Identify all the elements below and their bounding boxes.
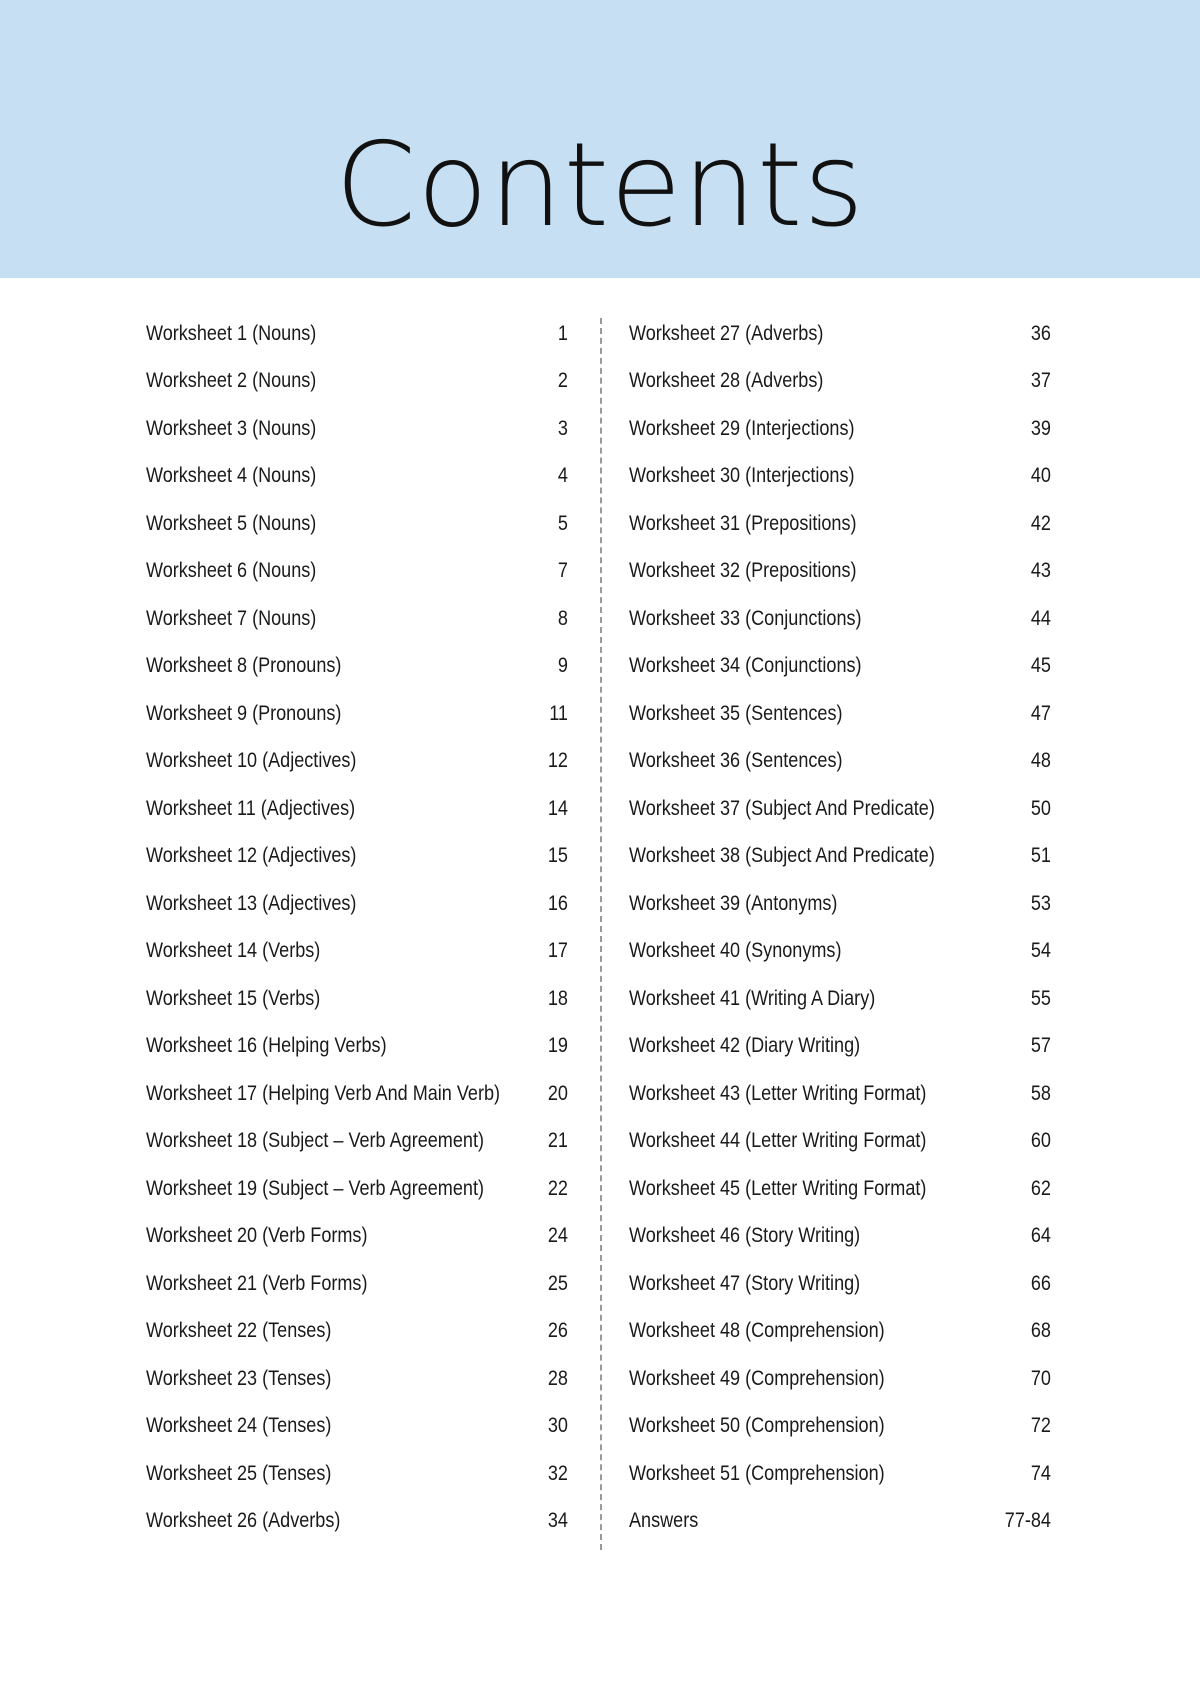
contents-entry[interactable]	[146, 405, 568, 453]
entry-page-number: 57	[1030, 1034, 1051, 1058]
entry-label: Worksheet 25 (Tenses)	[146, 1461, 332, 1485]
contents-entry[interactable]	[146, 358, 568, 406]
entry-page-number: 9	[557, 654, 568, 678]
entry-page-number: 25	[547, 1271, 568, 1295]
entry-page-number: 12	[547, 749, 568, 773]
entry-label: Answers	[629, 1509, 699, 1533]
entry-page-number: 70	[1030, 1366, 1051, 1390]
contents-entry[interactable]	[629, 880, 1051, 928]
entry-label: Worksheet 3 (Nouns)	[146, 416, 317, 440]
entry-page-number: 7	[557, 559, 568, 583]
entry-label: Worksheet 45 (Letter Writing Format)	[629, 1176, 927, 1200]
contents-entry[interactable]	[146, 785, 568, 833]
contents-entry[interactable]	[629, 928, 1051, 976]
entry-label: Worksheet 48 (Comprehension)	[629, 1319, 885, 1343]
entry-page-number: 47	[1030, 701, 1051, 725]
entry-label: Worksheet 28 (Adverbs)	[629, 369, 824, 393]
contents-entry[interactable]	[629, 785, 1051, 833]
entry-label: Worksheet 46 (Story Writing)	[629, 1224, 861, 1248]
entry-label: Worksheet 1 (Nouns)	[146, 321, 317, 345]
contents-entry[interactable]	[629, 1355, 1051, 1403]
entry-page-number: 34	[547, 1509, 568, 1533]
entry-label: Worksheet 37 (Subject And Predicate)	[629, 796, 935, 820]
entry-page-number: 28	[547, 1366, 568, 1390]
entry-page-number: 20	[547, 1081, 568, 1105]
entry-page-number: 60	[1030, 1129, 1051, 1153]
contents-entry[interactable]	[146, 1070, 568, 1118]
entry-label: Worksheet 17 (Helping Verb And Main Verb)	[146, 1081, 501, 1105]
contents-entry[interactable]	[629, 1450, 1051, 1498]
contents-entry[interactable]	[629, 500, 1051, 548]
entry-label: Worksheet 27 (Adverbs)	[629, 321, 824, 345]
entry-label: Worksheet 14 (Verbs)	[146, 939, 321, 963]
contents-entry[interactable]	[629, 643, 1051, 691]
entry-page-number: 53	[1030, 891, 1051, 915]
entry-page-number: 48	[1030, 749, 1051, 773]
contents-entry[interactable]	[146, 1403, 568, 1451]
entry-page-number: 21	[547, 1129, 568, 1153]
contents-entry[interactable]	[629, 358, 1051, 406]
entry-page-number: 22	[547, 1176, 568, 1200]
entry-page-number: 1	[557, 321, 568, 345]
entry-page-number: 54	[1030, 939, 1051, 963]
entry-page-number: 2	[557, 369, 568, 393]
entry-page-number: 14	[547, 796, 568, 820]
entry-page-number: 50	[1030, 796, 1051, 820]
contents-entry[interactable]	[629, 1403, 1051, 1451]
contents-entry[interactable]	[629, 1260, 1051, 1308]
entry-label: Worksheet 34 (Conjunctions)	[629, 654, 862, 678]
entry-label: Worksheet 19 (Subject – Verb Agreement)	[146, 1176, 484, 1200]
entry-label: Worksheet 42 (Diary Writing)	[629, 1034, 861, 1058]
contents-entry[interactable]	[629, 738, 1051, 786]
entry-page-number: 45	[1030, 654, 1051, 678]
entry-page-number: 19	[547, 1034, 568, 1058]
entry-page-number: 51	[1030, 844, 1051, 868]
contents-entry[interactable]	[629, 1118, 1051, 1166]
contents-entry[interactable]	[146, 1450, 568, 1498]
entry-label: Worksheet 47 (Story Writing)	[629, 1271, 861, 1295]
contents-entry[interactable]	[146, 595, 568, 643]
entry-label: Worksheet 41 (Writing A Diary)	[629, 986, 876, 1010]
entry-label: Worksheet 51 (Comprehension)	[629, 1461, 885, 1485]
entry-label: Worksheet 23 (Tenses)	[146, 1366, 332, 1390]
contents-entry[interactable]	[146, 1213, 568, 1261]
entry-label: Worksheet 6 (Nouns)	[146, 559, 317, 583]
entry-page-number: 37	[1030, 369, 1051, 393]
entry-label: Worksheet 7 (Nouns)	[146, 606, 317, 630]
entry-page-number: 30	[547, 1414, 568, 1438]
entry-label: Worksheet 43 (Letter Writing Format)	[629, 1081, 927, 1105]
contents-entry[interactable]	[146, 1118, 568, 1166]
entry-label: Worksheet 2 (Nouns)	[146, 369, 317, 393]
entry-page-number: 4	[557, 464, 568, 488]
entry-label: Worksheet 12 (Adjectives)	[146, 844, 357, 868]
contents-entry[interactable]	[629, 1165, 1051, 1213]
entry-page-number: 24	[547, 1224, 568, 1248]
entry-label: Worksheet 9 (Pronouns)	[146, 701, 342, 725]
contents-column-left	[146, 310, 569, 1545]
contents-entry[interactable]	[146, 1308, 568, 1356]
entry-label: Worksheet 11 (Adjectives)	[146, 796, 356, 820]
entry-label: Worksheet 5 (Nouns)	[146, 511, 317, 535]
contents-entry[interactable]	[629, 548, 1051, 596]
entry-label: Worksheet 39 (Antonyms)	[629, 891, 838, 915]
entry-label: Worksheet 50 (Comprehension)	[629, 1414, 885, 1438]
entry-page-number: 18	[547, 986, 568, 1010]
entry-label: Worksheet 49 (Comprehension)	[629, 1366, 885, 1390]
entry-label: Worksheet 13 (Adjectives)	[146, 891, 357, 915]
entry-page-number: 39	[1030, 416, 1051, 440]
contents-entry[interactable]	[629, 1498, 1051, 1546]
contents-entry[interactable]	[146, 1260, 568, 1308]
entry-page-number: 64	[1030, 1224, 1051, 1248]
entry-page-number: 68	[1030, 1319, 1051, 1343]
contents-entry[interactable]	[629, 595, 1051, 643]
entry-page-number: 11	[549, 701, 568, 725]
entry-page-number: 66	[1030, 1271, 1051, 1295]
contents-entry[interactable]	[629, 1308, 1051, 1356]
contents-entry[interactable]	[146, 643, 568, 691]
entry-label: Worksheet 8 (Pronouns)	[146, 654, 342, 678]
contents-entry[interactable]	[146, 1498, 568, 1546]
entry-label: Worksheet 35 (Sentences)	[629, 701, 843, 725]
contents-entry[interactable]	[146, 928, 568, 976]
entry-label: Worksheet 15 (Verbs)	[146, 986, 321, 1010]
entry-page-number: 42	[1030, 511, 1051, 535]
entry-page-number: 17	[547, 939, 568, 963]
contents-entry[interactable]	[629, 1023, 1051, 1071]
entry-label: Worksheet 10 (Adjectives)	[146, 749, 357, 773]
contents-entry[interactable]	[629, 453, 1051, 501]
entry-label: Worksheet 26 (Adverbs)	[146, 1509, 341, 1533]
contents-entry[interactable]	[629, 1213, 1051, 1261]
entry-label: Worksheet 18 (Subject – Verb Agreement)	[146, 1129, 484, 1153]
entry-page-number: 62	[1030, 1176, 1051, 1200]
contents-entry[interactable]	[146, 310, 568, 358]
entry-page-number: 5	[557, 511, 568, 535]
contents-entry[interactable]	[146, 453, 568, 501]
contents-entry[interactable]	[146, 548, 568, 596]
entry-page-number: 44	[1030, 606, 1051, 630]
entry-label: Worksheet 16 (Helping Verbs)	[146, 1034, 387, 1058]
entry-page-number: 32	[547, 1461, 568, 1485]
entry-page-number: 58	[1030, 1081, 1051, 1105]
page-title: Contents	[335, 118, 865, 253]
contents-entry[interactable]	[146, 975, 568, 1023]
entry-page-number: 8	[557, 606, 568, 630]
contents-entry[interactable]	[146, 1023, 568, 1071]
entry-page-number: 15	[547, 844, 568, 868]
entry-label: Worksheet 32 (Prepositions)	[629, 559, 857, 583]
entry-page-number: 43	[1030, 559, 1051, 583]
entry-label: Worksheet 44 (Letter Writing Format)	[629, 1129, 927, 1153]
contents-entry[interactable]	[629, 690, 1051, 738]
entry-page-number: 26	[547, 1319, 568, 1343]
contents-entry[interactable]	[629, 310, 1051, 358]
entry-page-number: 3	[557, 416, 568, 440]
entry-page-number: 16	[547, 891, 568, 915]
entry-label: Worksheet 40 (Synonyms)	[629, 939, 842, 963]
entry-label: Worksheet 22 (Tenses)	[146, 1319, 332, 1343]
header-banner	[0, 0, 1200, 278]
column-divider	[600, 318, 602, 1550]
contents-entry[interactable]	[629, 975, 1051, 1023]
entry-label: Worksheet 29 (Interjections)	[629, 416, 855, 440]
contents-entry[interactable]	[146, 880, 568, 928]
contents-entry[interactable]	[629, 833, 1051, 881]
entry-label: Worksheet 36 (Sentences)	[629, 749, 843, 773]
entry-label: Worksheet 30 (Interjections)	[629, 464, 855, 488]
entry-page-number: 74	[1030, 1461, 1051, 1485]
contents-entry[interactable]	[629, 405, 1051, 453]
contents-entry[interactable]	[146, 738, 568, 786]
entry-label: Worksheet 4 (Nouns)	[146, 464, 317, 488]
contents-entry[interactable]	[146, 500, 568, 548]
contents-entry[interactable]	[629, 1070, 1051, 1118]
entry-page-number: 55	[1030, 986, 1051, 1010]
entry-page-number: 72	[1030, 1414, 1051, 1438]
entry-label: Worksheet 31 (Prepositions)	[629, 511, 857, 535]
entry-label: Worksheet 24 (Tenses)	[146, 1414, 332, 1438]
entry-page-number: 77-84	[1004, 1509, 1051, 1533]
entry-label: Worksheet 38 (Subject And Predicate)	[629, 844, 935, 868]
contents-column-right	[629, 310, 1052, 1545]
entry-label: Worksheet 33 (Conjunctions)	[629, 606, 862, 630]
contents-entry[interactable]	[146, 1165, 568, 1213]
entry-page-number: 40	[1030, 464, 1051, 488]
contents-entry[interactable]	[146, 1355, 568, 1403]
entry-page-number: 36	[1030, 321, 1051, 345]
entry-label: Worksheet 21 (Verb Forms)	[146, 1271, 368, 1295]
contents-entry[interactable]	[146, 833, 568, 881]
contents-entry[interactable]	[146, 690, 568, 738]
entry-label: Worksheet 20 (Verb Forms)	[146, 1224, 368, 1248]
